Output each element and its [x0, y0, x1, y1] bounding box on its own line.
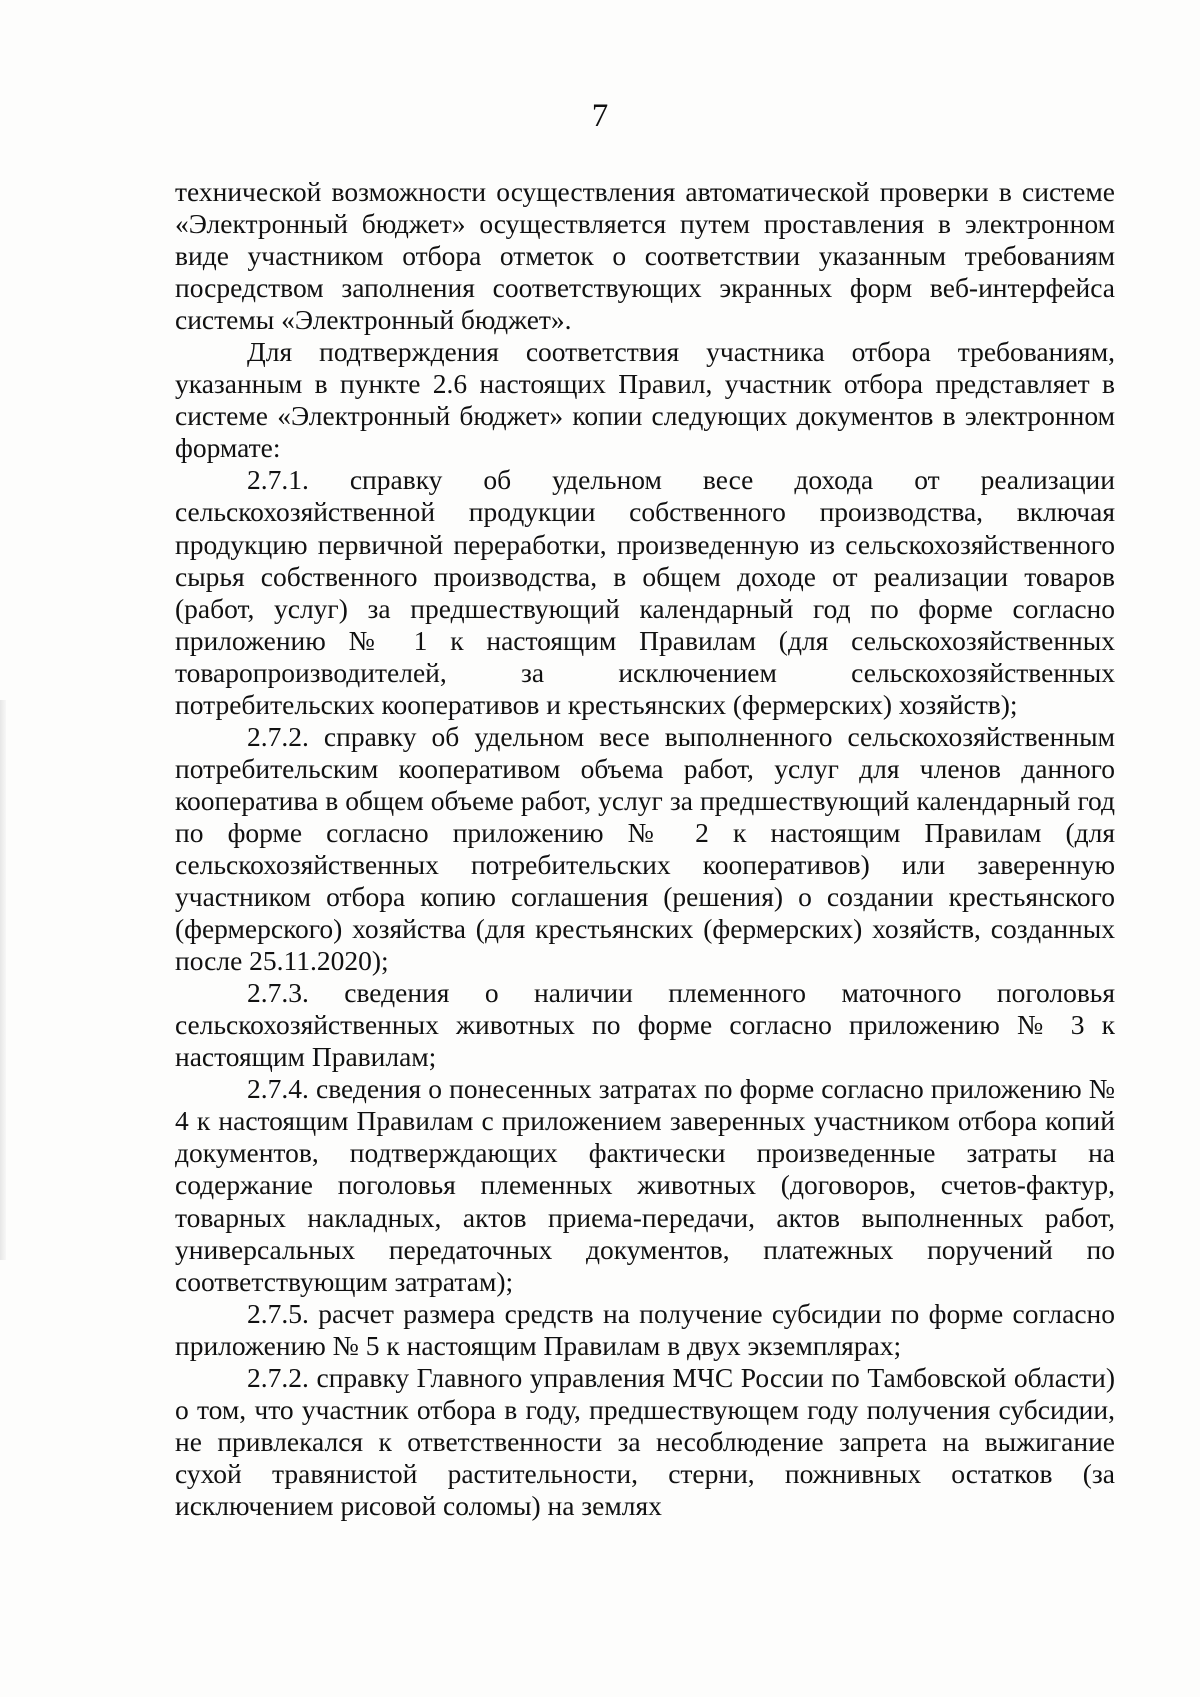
paragraph-2-7-1: 2.7.1. справку об удельном весе дохода от реализации сельскохозяйственной продукции собственного производства, включая продукцию первичной переработки, произведенную из сельскохозяйственного сырья собственного производства, в общем доходе от реализации товаров (работ, услуг) за предшествующий календарный год по форме согласно приложению № 1 к настоящим Правилам (для сельскохозяйственных товаропроизводителей, за исключением сельскохозяйственных потребительских кооперативов и крестьянских (фермерских) хозяйств);	[175, 464, 1115, 720]
paragraph-2-7-2-second: 2.7.2. справку Главного управления МЧС России по Тамбовской области) о том, что участник отбора в году, предшествующем году получения субсидии, не привлекался к ответственности за несоблюдение запрета на выжигание сухой травянистой растительности, стерни, пожнивных остатков (за исключением рисовой соломы) на землях	[175, 1361, 1115, 1521]
paragraph-2-7-4: 2.7.4. сведения о понесенных затратах по форме согласно приложению № 4 к настоящим Правилам с приложением заверенных участником отбора копий документов, подтверждающих фактически произведенные затраты на содержание поголовья племенных животных (договоров, счетов-фактур, товарных накладных, актов приема-передачи, актов выполненных работ, универсальных передаточных документов, платежных поручений по соответствующим затратам);	[175, 1073, 1115, 1297]
paragraph-intro: Для подтверждения соответствия участника отбора требованиям, указанным в пункте 2.6 настоящих Правил, участник отбора представляет в системе «Электронный бюджет» копии следующих документов в электронном формате:	[175, 336, 1115, 464]
paragraph-2-7-5: 2.7.5. расчет размера средств на получение субсидии по форме согласно приложению № 5 к настоящим Правилам в двух экземплярах;	[175, 1297, 1115, 1361]
document-body	[175, 176, 1115, 1522]
page-number: 7	[591, 98, 609, 134]
paragraph-continuation: технической возможности осуществления автоматической проверки в системе «Электронный бюджет» осуществляется путем проставления в электронном виде участником отбора отметок о соответствии указанным требованиям посредством заполнения соответствующих экранных форм веб-интерфейса системы «Электронный бюджет».	[175, 176, 1115, 336]
scan-shadow	[0, 700, 6, 1260]
paragraph-2-7-2: 2.7.2. справку об удельном весе выполненного сельскохозяйственным потребительским кооперативом объема работ, услуг для членов данного кооператива в общем объеме работ, услуг за предшествующий календарный год по форме согласно приложению № 2 к настоящим Правилам (для сельскохозяйственных потребительских кооперативов) или заверенную участником отбора копию соглашения (решения) о создании крестьянского (фермерского) хозяйства (для крестьянских (фермерских) хозяйств, созданных после 25.11.2020);	[175, 720, 1115, 977]
paragraph-2-7-3: 2.7.3. сведения о наличии племенного маточного поголовья сельскохозяйственных животных по форме согласно приложению № 3 к настоящим Правилам;	[175, 977, 1115, 1073]
